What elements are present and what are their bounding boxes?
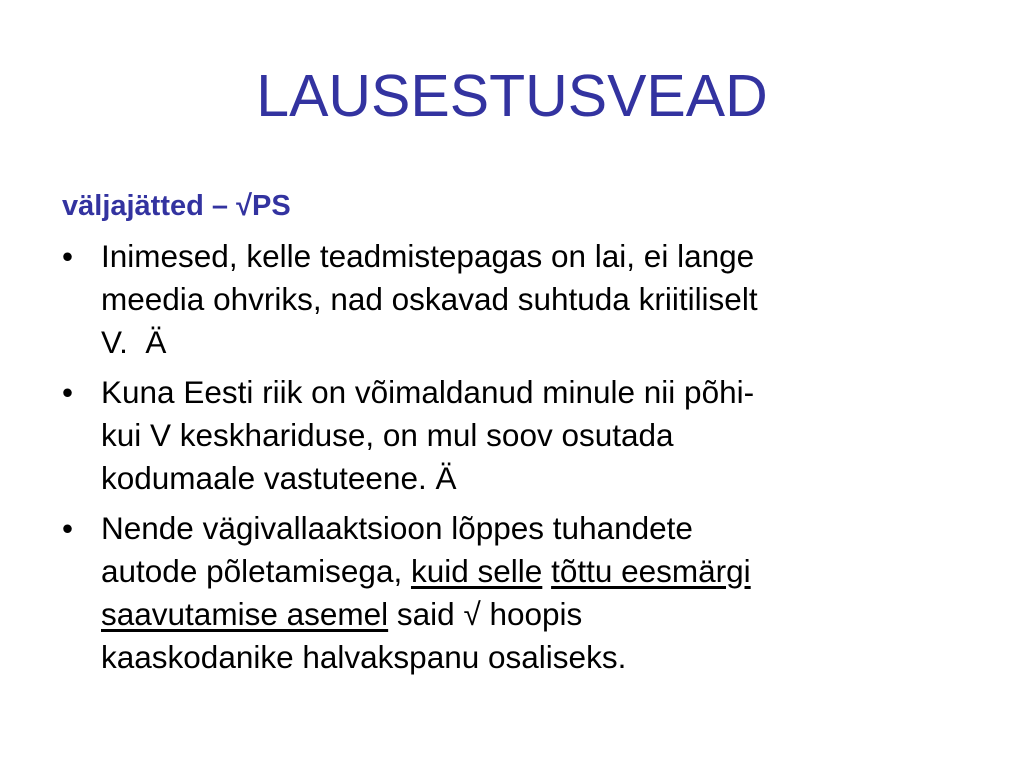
bullet-icon: • [62,238,74,274]
bullet-text-line: Inimesed, kelle teadmistepagas on lai, ei lange [101,238,755,274]
bullet-icon: • [62,510,74,546]
list-item [62,371,962,500]
underlined-phrase: kuid selle [410,553,543,589]
list-item [62,507,962,679]
bullet-text-segment: autode põletamisega, [101,553,403,589]
bullet-icon: • [62,374,74,410]
list-item [62,235,962,364]
bullet-text-line: Kuna Eesti riik on võimaldanud minule nii põhi- [101,374,755,410]
bullet-text-segment: said √ hoopis [396,596,583,632]
bullet-text-line: kodumaale vastuteene. Ä [101,460,457,496]
bullet-list [62,235,962,679]
bullet-text-line: V. Ä [101,324,167,360]
bullet-text-line: meedia ohvriks, nad oskavad suhtuda kriitiliselt [101,281,758,317]
underlined-phrase: saavutamise asemel [101,596,389,632]
bullet-text-line: Nende vägivallaaktsioon lõppes tuhandete [101,510,693,546]
bullet-text-line: kaaskodanike halvakspanu osaliseks. [101,639,627,675]
underlined-phrase: tõttu eesmärgi [551,553,751,589]
subheading: väljajätted – √PS [62,190,291,222]
bullet-text-line: kui V keskhariduse, on mul soov osutada [101,417,674,453]
slide-title: LAUSESTUSVEAD [256,63,768,129]
slide-body [62,184,962,679]
